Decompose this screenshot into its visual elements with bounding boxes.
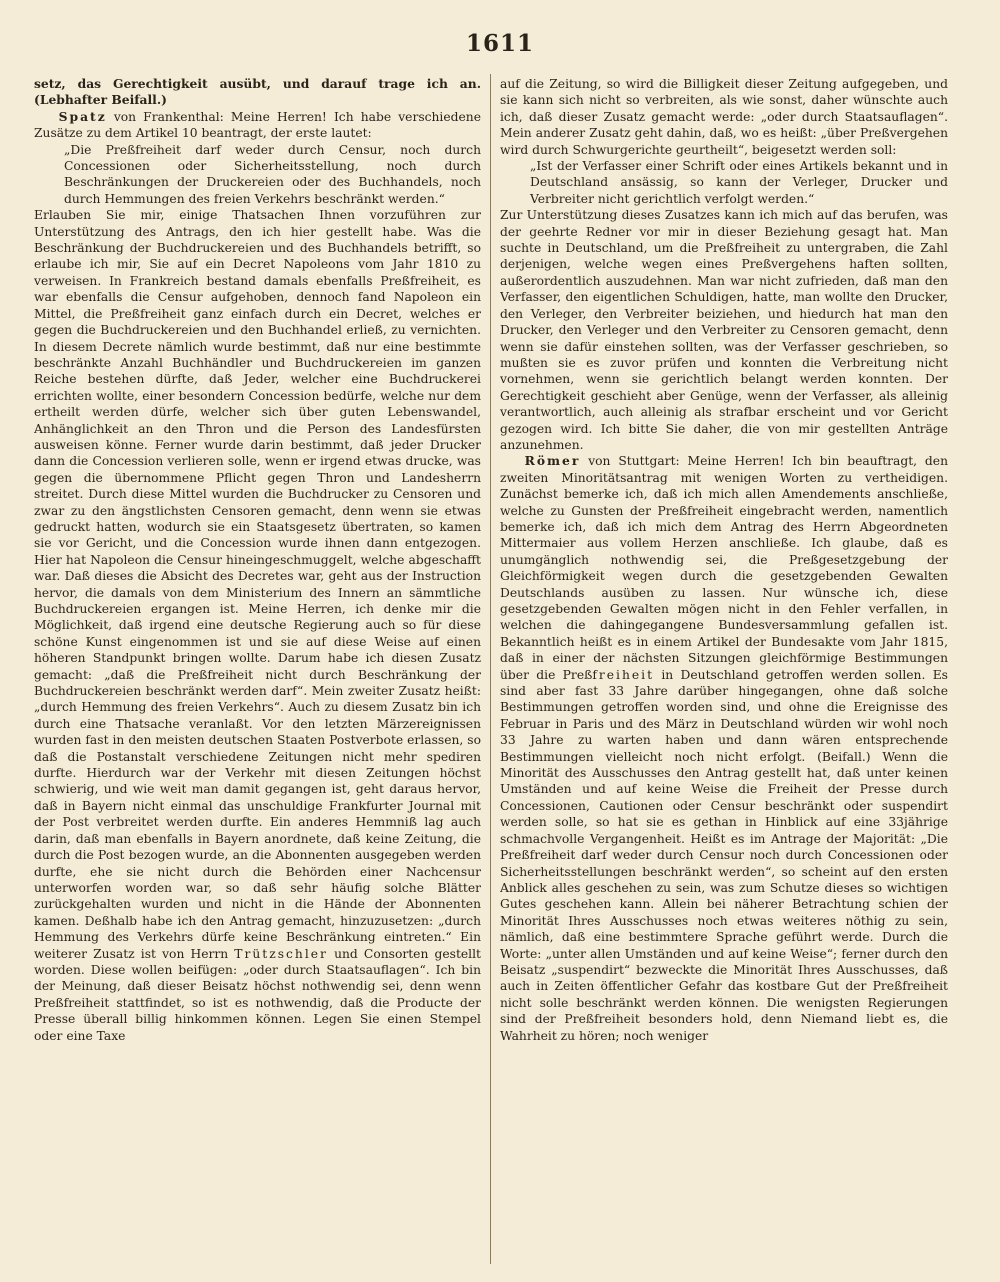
right-speech-roemer [500, 453, 948, 1044]
spaced-word: freiheit [592, 667, 655, 682]
left-paragraph-3 [34, 207, 481, 1044]
speaker-name: Römer [524, 453, 581, 469]
right-column [500, 76, 948, 1266]
right-paragraph-3-b: in Deutschland getroffen werden sollen. Es sind aber fast 33 Jahre darüber hingegangen, ohne daß solche Bestimmungen getroffen worden sind, und ohne die Ereignisse des Februar in Paris und des März in Deutschland würden wir wohl noch 33 Jahre zu warten haben und dann wären entsprechende Bestimmungen vielleicht noch nicht erfolgt. (Beifall.) Wenn die Minorität des Ausschusses den Antrag gestellt hat, daß unter keinen Umständen und auf keine Weise die Freiheit der Presse durch Concessionen, Cautionen oder Censur beschränkt oder suspendirt werden solle, so hat sie es gethan in Hinblick auf eine 33jährige schmachvolle Vergangenheit. Heißt es im Antrage der Majorität: „Die Preßfreiheit darf weder durch Censur noch durch Concessionen oder Sicherheitsstellungen beschränkt werden“, so scheint auf den ersten Anblick alles geschehen zu sein, was zum Schutze dieses so wichtigen Gutes geschehen kann. Allein bei näherer Betrachtung schien der Minorität Ihres Ausschusses noch etwas weiteres nöthig zu sein, nämlich, daß eine bestimmtere Sprache geführt werde. Durch die Worte: „unter allen Umständen und auf keine Weise“; ferner durch den Beisatz „suspendirt“ bezweckte die Minorität Ihres Ausschusses, daß auch in Zeiten öffentlicher Gefahr das kostbare Gut der Preßfreiheit nicht solle beschränkt werden können. Die wenigsten Regierungen sind der Preßfreiheit besonders hold, denn Niemand liebt es, die Wahrheit zu hören; noch weniger [500, 667, 948, 1043]
column-divider [490, 74, 491, 1264]
left-paragraph-3-a: Erlauben Sie mir, einige Thatsachen Ihnen vorzuführen zur Unterstützung des Antrags, den ich hier gestellt habe. Was die Beschränkung der Buchdruckereien und des Buchhandels betrifft, so erlaube ich mir, Sie auf ein Decret Napoleons vom Jahr 1810 zu verweisen. In Frankreich bestand damals ebenfalls Preßfreiheit, es war ebenfalls die Censur aufgehoben, dennoch fand Napoleon ein Mittel, die Preßfreiheit ganz einfach durch ein Decret, welches er gegen die Buchdruckereien und den Buchhandel erließ, zu vernichten. In diesem Decrete nämlich wurde bestimmt, daß nur eine bestimmte beschränkte Anzahl Buchhändler und Buchdruckereien im ganzen Reiche bestehen dürfte, daß Jeder, welcher eine Buchdruckerei errichten wollte, einer besondern Concession bedürfe, welche nur dem ertheilt werden dürfe, welcher sich über guten Lebenswandel, Anhänglichkeit an den Thron und die Person des Landesfürsten ausweisen könne. Ferner wurde darin bestimmt, daß jeder Drucker dann die Concession verlieren solle, wenn er irgend etwas drucke, was gegen die übernommene Pflicht gegen Thron und Landesherrn streitet. Durch diese Mittel wurden die Buchdrucker zu Censoren und zwar zu den ängstlichsten Censoren gemacht, denn wenn sie etwas gedruckt hatten, wodurch sie ein Staatsgesetz übertraten, so kamen sie vor Gericht, und die Concession wurde ihnen dann entgezogen. Hier hat Napoleon die Censur hineingeschmuggelt, welche abgeschafft war. Daß dieses die Absicht des Decretes war, geht aus der Instruction hervor, die damals von dem Ministerium des Innern an sämmtliche Buchdruckereien ergangen ist. Meine Herren, ich denke mir die Möglichkeit, daß irgend eine deutsche Regierung auch so für diese schöne Kunst eingenommen ist und sie auf diese Weise auf einen höheren Standpunkt bringen wollte. Darum habe ich diesen Zusatz gemacht: „daß die Preßfreiheit nicht durch Beschränkung der Buchdruckereien beschränkt werden darf“. Mein zweiter Zusatz heißt: „durch Hemmung des freien Verkehrs“. Auch zu diesem Zusatz bin ich durch eine Thatsache veranlaßt. Vor den letzten Märzereignissen wurden fast in den meisten deutschen Staaten Postverbote erlassen, so daß die Postanstalt verschiedene Zeitungen nicht mehr spediren durfte. Hierdurch war der Verkehr mit diesen Zeitungen höchst schwierig, und wie weit man damit gegangen ist, geht daraus hervor, daß in Bayern nicht einmal das unschuldige Frankfurter Journal mit der Post verbreitet werden durfte. Ein anderes Hemmniß lag auch darin, daß man ebenfalls in Bayern anordnete, daß keine Zeitung, die durch die Post bezogen wurde, an die Abonnenten ausgegeben werden durfte, ehe sie nicht durch die Behörden einer Nachcensur unterworfen worden war, so daß sehr häufig solche Blätter zurückgehalten wurden und nicht in die Hände der Abonnenten kamen. Deßhalb habe ich den Antrag gemacht, hinzuzusetzen: „durch Hemmung des Verkehrs dürfe keine Beschränkung eintreten.“ Ein weiterer Zusatz ist von Herrn [34, 208, 481, 961]
right-paragraph-1: auf die Zeitung, so wird die Billigkeit dieser Zeitung aufgegeben, und sie kann sich nicht so verbreiten, als wie sonst, daher wünschte auch ich, daß dieser Zusatz gemacht werde: „oder durch Staatsauflagen“. Mein anderer Zusatz geht dahin, daß, wo es heißt: „über Preßvergehen wird durch Schwurgerichte geurtheilt“, beigesetzt werden soll: [500, 77, 948, 157]
left-paragraph-1: setz, das Gerechtigkeit ausübt, und darauf trage ich an. (Lebhafter Beifall.) [34, 76, 481, 108]
left-speech-spatz [34, 109, 481, 142]
right-paragraph-2: Zur Unterstützung dieses Zusatzes kann ich mich auf das berufen, was der geehrte Redner vor mir in dieser Beziehung gesagt hat. Man suchte in Deutschland, um die Preßfreiheit zu untergraben, die Zahl derjenigen, welche wegen eines Preßvergehens haften sollten, außerordentlich auszudehnen. Man war nicht zufrieden, daß man den Verfasser, den eigentlichen Schuldigen, hatte, man wollte den Drucker, den Verleger, den Verbreiter beiziehen, und hiedurch hat man den Drucker, den Verleger und den Verbreiter zu Censoren gemacht, denn wenn sie dafür einstehen sollten, was der Verfasser geschrieben, so mußten sie es zuvor prüfen und konnten die Verbreitung nicht vornehmen, wenn sie gerichtlich belangt werden konnten. Der Gerechtigkeit geschieht aber Genüge, wenn der Verfasser, als alleinig verantwortlich, auch alleinig als strafbar erscheint und vor Gericht gezogen wird. Ich bitte Sie daher, die von mir gestellten Anträge anzunehmen. [500, 208, 948, 452]
right-quote-1: „Ist der Verfasser einer Schrift oder eines Artikels bekannt und in Deutschland ansässig, so kann der Verleger, Drucker und Verbreiter nicht gerichtlich verfolgt werden.“ [530, 159, 948, 206]
right-paragraph-3-a: von Stuttgart: Meine Herren! Ich bin beauftragt, den zweiten Minoritätsantrag mit wenigen Worten zu vertheidigen. Zunächst bemerke ich, daß ich mich allen Amendements anschließe, welche zu Gunsten der Preßfreiheit eingebracht werden, namentlich bemerke ich, daß ich mich dem Antrag des Herrn Abgeordneten Mittermaier aus vollem Herzen anschließe. Ich glaube, daß es unumgänglich nothwendig sei, die Preßgesetzgebung der Gleichförmigkeit wegen durch die gesetzgebenden Gewalten Deutschlands ausüben zu lassen. Nur wünsche ich, diese gesetzgebenden Gewalten mögen nicht in den Fehler verfallen, in welchen die dahingegangene Bundesversammlung gefallen ist. Bekanntlich heißt es in einem Artikel der Bundesakte vom Jahr 1815, daß in einer der nächsten Sitzungen gleichförmige Bestimmungen über die Preß [500, 454, 948, 682]
speech-intro: von Frankenthal: Meine Herren! Ich habe verschiedene Zusätze zu dem Artikel 10 beantragt, der erste lautet: [34, 109, 481, 141]
left-quote-1: „Die Preßfreiheit darf weder durch Censur, noch durch Concessionen oder Sicherheitsstellung, noch durch Beschränkungen der Druckereien oder des Buchhandels, noch durch Hemmungen des freien Verkehrs beschränkt werden.“ [64, 142, 481, 206]
person-name: Trützschler [234, 946, 328, 961]
speaker-name: Spatz [58, 108, 107, 124]
left-column [34, 76, 481, 1266]
page-number: 1611 [465, 30, 534, 57]
left-paragraph-3-b: und Consorten gestellt worden. Diese wollen beifügen: „oder durch Staatsauflagen“. Ich bin der Meinung, daß dieser Beisatz höchst nothwendig sei, denn wenn Preßfreiheit stattfindet, so ist es nothwendig, daß die Producte der Presse überall billig hinkommen können. Legen Sie einen Stempel oder eine Taxe [34, 946, 481, 1043]
